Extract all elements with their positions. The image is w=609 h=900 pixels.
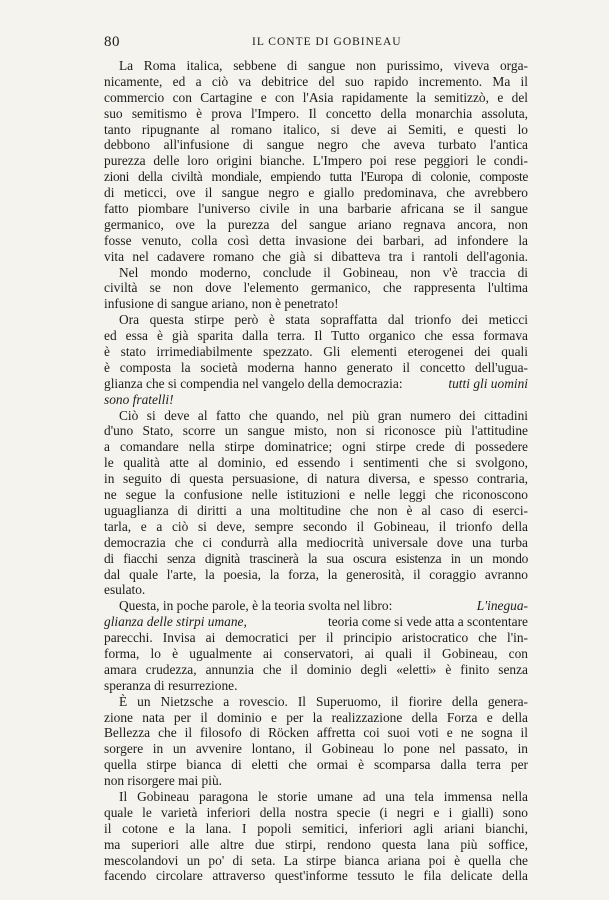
text-line: mescolandovi un po' di seta. La stirpe bianca ariana poi è quella che — [104, 852, 528, 868]
text-line: quella stirpe bianca di eletti che ormai è scomparsa dalla terra per — [104, 757, 528, 773]
text-line: speranza di resurrezione. — [104, 677, 238, 693]
running-title: IL CONTE DI GOBINEAU — [252, 36, 402, 48]
text-line: infusione di sangue ariano, non è penetrato! — [104, 296, 339, 312]
quoted-motto: sono fratelli! — [104, 391, 174, 407]
page-number: 80 — [104, 34, 120, 50]
text-line: esulato. — [104, 582, 146, 598]
text-line: è composta la società moderna hanno generato il concetto dell'ugua- — [104, 359, 528, 375]
text-line — [104, 598, 528, 614]
text-line — [104, 376, 528, 392]
text-line: sorgere in un avvenire lontano, il Gobineau lo pone nel passato, in — [104, 741, 528, 757]
text-run: Questa, in poche parole, è la teoria svolta nel libro: — [119, 598, 393, 614]
text-line: parecchi. Invisa ai democratici per il principio aristocratico che l'in- — [104, 630, 528, 646]
text-line: dal quale l'arte, la poesia, la forza, la generosità, il coraggio avranno — [104, 566, 528, 582]
text-line: zione nata per il dominio e per la realizzazione della Forza e della — [104, 709, 528, 725]
text-line: a comandare nella stirpe dominatrice; ogni stirpe crede di possedere — [104, 439, 528, 455]
book-title: glianza delle stirpi umane, — [104, 614, 247, 630]
text-line: il cotone e la lana. I popoli semitici, inferiori agli ariani bianchi, — [104, 820, 528, 836]
quoted-motto: tutti gli uomini — [448, 375, 528, 391]
text-line: È un Nietzsche a rovescio. Il Superuomo, il fiorire della genera- — [119, 693, 528, 709]
text-line: suo semitismo è prova l'Impero. Il concetto della monarchia assoluta, — [104, 105, 528, 121]
text-line: ma superiori alle altre due stirpi, rendono questa lana più soffice, — [104, 836, 528, 852]
text-line: germanico, ove la purezza del sangue ariano regnava ancora, non — [104, 216, 528, 232]
text-line: ed essa è già sparita dalla terra. Il Tutto organico che essa formava — [104, 328, 528, 344]
text-line: uguaglianza di diritti a una moltitudine che non è al caso di eserci- — [104, 502, 528, 518]
text-line: La Roma italica, sebbene di sangue non purissimo, viveva orga- — [119, 58, 528, 73]
text-line: purezza delle loro origini bianche. L'Impero poi rese peggiori le condi- — [104, 153, 528, 169]
text-line: di fiacchi senza dignità trascinerà la sua oscura esistenza in un mondo — [104, 550, 528, 566]
text-line: tanto ripugnante al romano italico, si deve ai Semiti, e questi lo — [104, 121, 528, 137]
text-line: amara crudezza, annunzia che il dominio degli «eletti» è finito senza — [104, 661, 528, 677]
text-line: fosse venuto, colla così detta invasione dei barbari, ad infondere la — [104, 232, 528, 248]
text-line: quale le varietà inferiori della nostra specie (i negri e i gialli) sono — [104, 804, 528, 820]
text-line: civiltà se non dove l'elemento germanico, che rappresenta l'ultima — [104, 280, 528, 296]
book-title: L'inegua- — [476, 598, 528, 614]
text-line: in seguito di questa persuasione, di natura diversa, e spesso contraria, — [104, 471, 528, 487]
text-run: glianza che si compendia nel vangelo della democrazia: — [104, 375, 403, 391]
text-line — [104, 614, 528, 630]
text-line: d'uno Stato, scorre un sangue misto, non si riconosce più l'attitudine — [104, 423, 528, 439]
text-line: Il Gobineau paragona le storie umane ad una tela immensa nella — [119, 788, 528, 804]
text-line: commercio con Cartagine e con l'Asia rapidamente la semitizzò, e del — [104, 89, 528, 105]
text-line: Bellezza che il filosofo di Röcken affretta coi suoi voti e ne sogna il — [104, 725, 528, 741]
text-line: è stato irrimediabilmente spezzato. Gli elementi eterogenei dei quali — [104, 344, 528, 360]
text-line: non risorgere mai più. — [104, 773, 223, 789]
text-line: Ora questa stirpe però è stata sopraffatta dal trionfo dei meticci — [119, 312, 528, 328]
text-line: zioni della civiltà mondiale, empiendo tutta l'Europa di colonie, composte — [104, 169, 528, 185]
text-line: nicamente, ed a ciò va debitrice del suo rapido incremento. Ma il — [104, 73, 528, 89]
text-line: fatto piombare l'universo civile in una barbarie africana se il sangue — [104, 201, 528, 217]
text-line: Nel mondo moderno, conclude il Gobineau, non v'è traccia di — [119, 264, 528, 280]
text-line: tarla, e a ciò si deve, sempre secondo il Gobineau, il trionfo della — [104, 518, 528, 534]
text-line: Ciò si deve al fatto che quando, nel più gran numero dei cittadini — [119, 407, 528, 423]
text-run: teoria come si vede atta a scontentare — [327, 614, 528, 630]
text-line: forma, lo è ugualmente ai conservatori, ai quali il Gobineau, con — [104, 645, 528, 661]
text-line: democrazia che ci condurrà alla mediocrità universale dove una turba — [104, 534, 528, 550]
body-text — [104, 58, 528, 884]
text-line: le qualità atte al dominio, ed essendo i sentimenti che si svolgono, — [104, 455, 528, 471]
text-line: vita nel cadavere romano che già si dibatteva tra i rantoli dell'agonia. — [104, 248, 528, 264]
text-line: debbono all'infusione di sangue negro che aveva turbato l'antica — [104, 137, 528, 153]
text-line: ne segue la confusione nelle istituzioni e nelle leggi che riconoscono — [104, 487, 528, 503]
text-line: facendo circolare attraverso quest'informe tessuto le fila delicate della — [104, 868, 528, 884]
text-line: di meticci, ove il sangue negro e giallo predominava, che avrebbero — [104, 185, 528, 201]
